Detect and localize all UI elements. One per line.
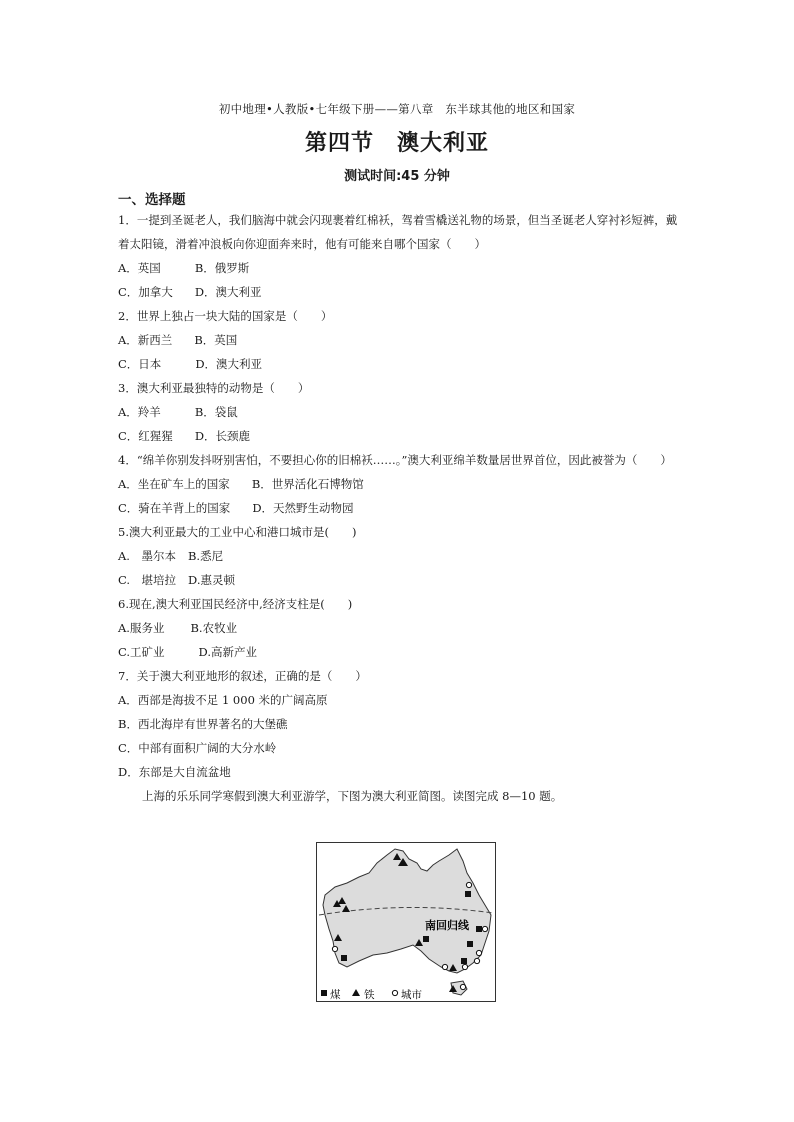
option-b[interactable]: B．世界活化石博物馆 bbox=[251, 477, 364, 491]
option-d[interactable]: D．澳大利亚 bbox=[195, 357, 263, 371]
option-d[interactable]: D.惠灵顿 bbox=[188, 573, 236, 587]
legend-city-icon bbox=[392, 990, 397, 995]
question-7-option-a[interactable]: A．西部是海拔不足 1 000 米的广阔高原 bbox=[118, 693, 328, 707]
course-header: 初中地理•人教版•七年级下册——第八章 东半球其他的地区和国家 bbox=[218, 102, 576, 116]
question-5-stem: 5.澳大利亚最大的工业中心和港口城市是( ) bbox=[118, 525, 357, 539]
question-6-options-cd bbox=[118, 640, 683, 664]
option-c[interactable]: C．红猩猩 bbox=[118, 429, 173, 443]
question-4-options-cd bbox=[118, 496, 683, 520]
question-7-option-b[interactable]: B．西北海岸有世界著名的大堡礁 bbox=[118, 717, 288, 731]
city-symbol bbox=[476, 950, 481, 955]
city-symbol bbox=[482, 926, 487, 931]
question-list bbox=[118, 208, 683, 808]
australia-map bbox=[316, 842, 496, 1002]
city-symbol bbox=[332, 946, 337, 951]
option-c[interactable]: C．加拿大 bbox=[118, 285, 173, 299]
question-3-options-cd bbox=[118, 424, 683, 448]
option-b[interactable]: B．袋鼠 bbox=[194, 405, 238, 419]
option-d[interactable]: D.高新产业 bbox=[198, 645, 258, 659]
legend-city-label: 城市 bbox=[401, 989, 422, 1001]
question-4-stem: 4．“绵羊你别发抖呀别害怕，不要担心你的旧棉袄……。”澳大利亚绵羊数量居世界首位，因此被誉为（ ） bbox=[118, 453, 672, 467]
option-a[interactable]: A．新西兰 bbox=[118, 333, 173, 347]
option-a[interactable]: A．羚羊 bbox=[118, 405, 161, 419]
legend-coal-label: 煤 bbox=[330, 989, 341, 1001]
question-2-options-cd bbox=[118, 352, 683, 376]
question-5-options-ab bbox=[118, 544, 683, 568]
test-time: 测试时间:45 分钟 bbox=[344, 169, 450, 184]
question-7-option-c[interactable]: C．中部有面积广阔的大分水岭 bbox=[118, 741, 277, 755]
question-5-options-cd bbox=[118, 568, 683, 592]
page-title: 第四节 澳大利亚 bbox=[304, 131, 489, 156]
city-symbol bbox=[474, 958, 479, 963]
legend-iron-label: 铁 bbox=[364, 989, 375, 1001]
australia-map-figure bbox=[317, 843, 495, 1001]
question-4-options-ab bbox=[118, 472, 683, 496]
question-7-option-d[interactable]: D．东部是大自流盆地 bbox=[118, 765, 231, 779]
question-3-options-ab bbox=[118, 400, 683, 424]
section-title: 一、选择题 bbox=[118, 192, 186, 208]
question-1-stem: 1．一提到圣诞老人，我们脑海中就会闪现裹着红棉袄，驾着雪橇送礼物的场景，但当圣诞老人穿衬衫短裤，戴着太阳镜，滑着冲浪板向你迎面奔来时，他有可能来自哪个国家（ ） bbox=[118, 213, 678, 251]
option-a[interactable]: A．坐在矿车上的国家 bbox=[118, 477, 230, 491]
coal-symbol bbox=[476, 926, 482, 932]
option-b[interactable]: B．英国 bbox=[194, 333, 238, 347]
option-b[interactable]: B.悉尼 bbox=[187, 549, 224, 563]
question-7-stem: 7．关于澳大利亚地形的叙述，正确的是（ ） bbox=[118, 669, 367, 683]
legend-iron-icon bbox=[352, 989, 360, 996]
legend-coal-icon bbox=[321, 990, 327, 996]
city-symbol bbox=[460, 984, 465, 989]
option-a[interactable]: A. 墨尔本 bbox=[118, 549, 176, 563]
option-c[interactable]: C. 堪培拉 bbox=[118, 573, 177, 587]
coal-symbol bbox=[465, 891, 471, 897]
option-c[interactable]: C．骑在羊背上的国家 bbox=[118, 501, 231, 515]
question-6-options-ab bbox=[118, 616, 683, 640]
question-3-stem: 3．澳大利亚最独特的动物是（ ） bbox=[118, 381, 310, 395]
option-b[interactable]: B.农牧业 bbox=[190, 621, 238, 635]
option-d[interactable]: D．长颈鹿 bbox=[194, 429, 251, 443]
coal-symbol bbox=[467, 941, 473, 947]
city-symbol bbox=[442, 964, 447, 969]
option-c[interactable]: C.工矿业 bbox=[118, 645, 165, 659]
option-b[interactable]: B．俄罗斯 bbox=[194, 261, 250, 275]
option-a[interactable]: A．英国 bbox=[118, 261, 161, 275]
question-1-options-ab bbox=[118, 256, 683, 280]
map-intro-text: 上海的乐乐同学寒假到澳大利亚游学，下图为澳大利亚简图。读图完成 8—10 题。 bbox=[142, 789, 563, 803]
coal-symbol bbox=[461, 958, 467, 964]
question-2-options-ab bbox=[118, 328, 683, 352]
tropic-label: 南回归线 bbox=[425, 919, 469, 932]
option-d[interactable]: D．澳大利亚 bbox=[194, 285, 262, 299]
city-symbol bbox=[462, 964, 467, 969]
option-d[interactable]: D．天然野生动物园 bbox=[252, 501, 354, 515]
question-2-stem: 2．世界上独占一块大陆的国家是（ ） bbox=[118, 309, 333, 323]
city-symbol bbox=[466, 882, 471, 887]
option-c[interactable]: C．日本 bbox=[118, 357, 162, 371]
option-a[interactable]: A.服务业 bbox=[118, 621, 165, 635]
coal-symbol bbox=[341, 955, 347, 961]
question-1-options-cd bbox=[118, 280, 683, 304]
coal-symbol bbox=[423, 936, 429, 942]
question-6-stem: 6.现在,澳大利亚国民经济中,经济支柱是( ) bbox=[118, 597, 353, 611]
